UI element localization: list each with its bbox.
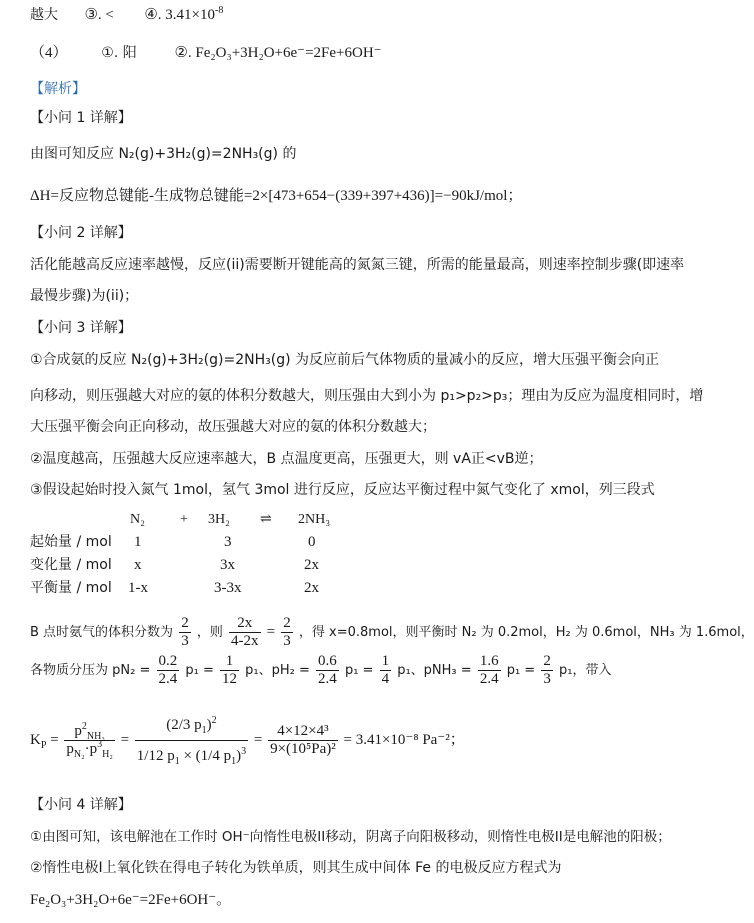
table-row-label: 平衡量 / mol <box>30 580 112 596</box>
fraction: $\frac{p^2_{NH_3}}{p_{N_2}\cdot p^3_{H_2}}$ <box>66 721 113 761</box>
fraction: $\frac{1}{12}$ <box>222 653 238 687</box>
table-cell: 3 <box>224 534 232 550</box>
answer-line-1 <box>30 6 223 24</box>
table-row-label: 变化量 / mol <box>30 557 112 573</box>
q3-para1-line2: 向移动，则压强越大对应的氨的体积分数越大，则压强由大到小为 p₁>p₂>p₃；理由为反应为温度相同时，增 <box>30 388 704 404</box>
q2-text-1: 活化能越高反应速率越慢，反应(ii)需要断开键能高的氮氮三键，所需的能量最高，则速率控制步骤(即速率 <box>30 257 685 273</box>
text-span: p₁、pH₂ = <box>245 663 310 678</box>
fraction: $\frac{\text{4×12×4³}}{\text{9×(10⁵Pa)²}}$ <box>270 723 336 758</box>
section-header-q4: 【小问 4 详解】 <box>30 797 132 813</box>
answer-text: ②. Fe₂O₃+3H₂O+6e⁻=2Fe+6OH⁻ <box>174 45 382 61</box>
table-row-label: 起始量 / mol <box>30 534 112 550</box>
q1-text-2: ΔH=反应物总键能-生成物总键能=2×[473+654−(339+397+436)]=−90kJ/mol； <box>30 188 523 204</box>
q3-para1-line3: 大压强平衡会向正向移动，故压强越大对应的氨的体积分数越大； <box>30 419 436 435</box>
answer-text: ①. 阳 <box>101 45 137 61</box>
q3-para4: B 点时氨气的体积分数为 $\frac{2}{3}$ ，则 $\frac{2x}{4-2x}$ = $\frac{2}{3}$ ，得 x=0.8mol，则平衡时 N₂ 为 0.2mol，H₂ 为 0.6mol，NH₃ 为 1.6mol， <box>30 615 754 649</box>
section-header-q1: 【小问 1 详解】 <box>30 110 132 126</box>
fraction: $\frac{(2/3 p_1)^2}{1/12 p_1 \times (1/4 p_1)^3}$ <box>135 710 248 771</box>
table-cell: x <box>134 557 142 573</box>
kp-result: = 3.41×10⁻⁸ Pa⁻²； <box>343 732 465 748</box>
fraction: $\frac{0.6}{2.4}$ <box>318 653 337 687</box>
answer-text: 越大 <box>30 7 58 23</box>
answer-line-2 <box>30 44 382 62</box>
table-cell: 3x <box>220 557 235 573</box>
table-cell: 2NH₃ <box>298 512 331 527</box>
text-span: p₁ = <box>344 663 374 678</box>
kp-equation: $K_P$ = $\frac{p^2_{NH_3}}{p_{N_2}\cdot p^3_{H_2}}$ = $\frac{(2/3 p_1)^2}{1/12 p_1 \times (1/4 p_1)^3}$ = $\frac{\text{4×12×4³}}{\text{9×(10⁵Pa)²}}$ = 3.41×10⁻⁸ Pa⁻²； <box>30 695 465 785</box>
table-cell: ⇌ <box>260 512 272 527</box>
q3-para2: ②温度越高，压强越大反应速率越大，B 点温度更高，压强更大，则 vA正<vB逆； <box>30 451 543 467</box>
q1-text-1: 由图可知反应 N₂(g)+3H₂(g)=2NH₃(g) 的 <box>30 146 297 162</box>
text-span: B 点时氨气的体积分数为 <box>30 625 174 640</box>
table-cell: + <box>180 512 188 527</box>
table-cell: 1-x <box>128 580 148 596</box>
section-header-q3: 【小问 3 详解】 <box>30 320 132 336</box>
analysis-label: 【解析】 <box>30 81 86 97</box>
answer-text: （4） <box>30 45 68 61</box>
fraction: $\frac{2}{3}$ <box>181 615 189 649</box>
text-span: p₁ = <box>185 663 214 678</box>
fraction: $\frac{1.6}{2.4}$ <box>479 653 499 687</box>
section-header-q2: 【小问 2 详解】 <box>30 225 132 241</box>
q2-text-2: 最慢步骤)为(ii)； <box>30 288 139 304</box>
table-cell: 2x <box>304 557 319 573</box>
answer-text: ④. $3.41\times 10^{-8}$ <box>144 5 224 23</box>
q4-para2: ②惰性电极I上氧化铁在得电子转化为铁单质，则其生成中间体 Fe 的电极反应方程式为 <box>30 860 562 876</box>
table-cell: 3H₂ <box>208 512 230 527</box>
answer-text: ③. < <box>84 7 114 23</box>
q3-para3: ③假设起始时投入氮气 1mol，氢气 3mol 进行反应，反应达平衡过程中氮气变化了 xmol，列三段式 <box>30 482 655 498</box>
table-cell: 0 <box>308 534 316 550</box>
table-cell: 2x <box>304 580 319 596</box>
q3-para1-line1: ①合成氨的反应 N₂(g)+3H₂(g)=2NH₃(g) 为反应前后气体物质的量减小的反应，增大压强平衡会向正 <box>30 352 659 368</box>
fraction: $\frac{2}{3}$ <box>543 653 551 687</box>
fraction: $\frac{2x}{4-2x}$ <box>231 615 259 649</box>
q3-para5 <box>30 651 611 691</box>
text-span: ，得 x=0.8mol，则平衡时 N₂ 为 0.2mol，H₂ 为 0.6mol，NH₃ 为 1.6mol， <box>298 625 754 640</box>
text-span: p₁，带入 <box>558 663 612 678</box>
table-cell: 3-3x <box>214 580 242 596</box>
text-span: 各物质分压为 pN₂ = <box>30 663 151 678</box>
text-span: p₁、pNH₃ = <box>397 663 472 678</box>
fraction: $\frac{0.2}{2.4}$ <box>158 653 178 687</box>
text-span: ，则 <box>196 625 223 640</box>
q4-para3: Fe₂O₃+3H₂O+6e⁻=2Fe+6OH⁻。 <box>30 892 232 908</box>
table-cell: N₂ <box>130 512 145 527</box>
text-span: p₁ = <box>506 663 536 678</box>
fraction: $\frac{1}{4}$ <box>381 653 390 687</box>
q4-para1: ①由图可知，该电解池在工作时 OH⁻向惰性电极II移动，阴离子向阳极移动，则惰性电极II是电解池的阳极； <box>30 829 671 845</box>
fraction: $\frac{2}{3}$ <box>283 615 291 649</box>
table-cell: 1 <box>134 534 142 550</box>
